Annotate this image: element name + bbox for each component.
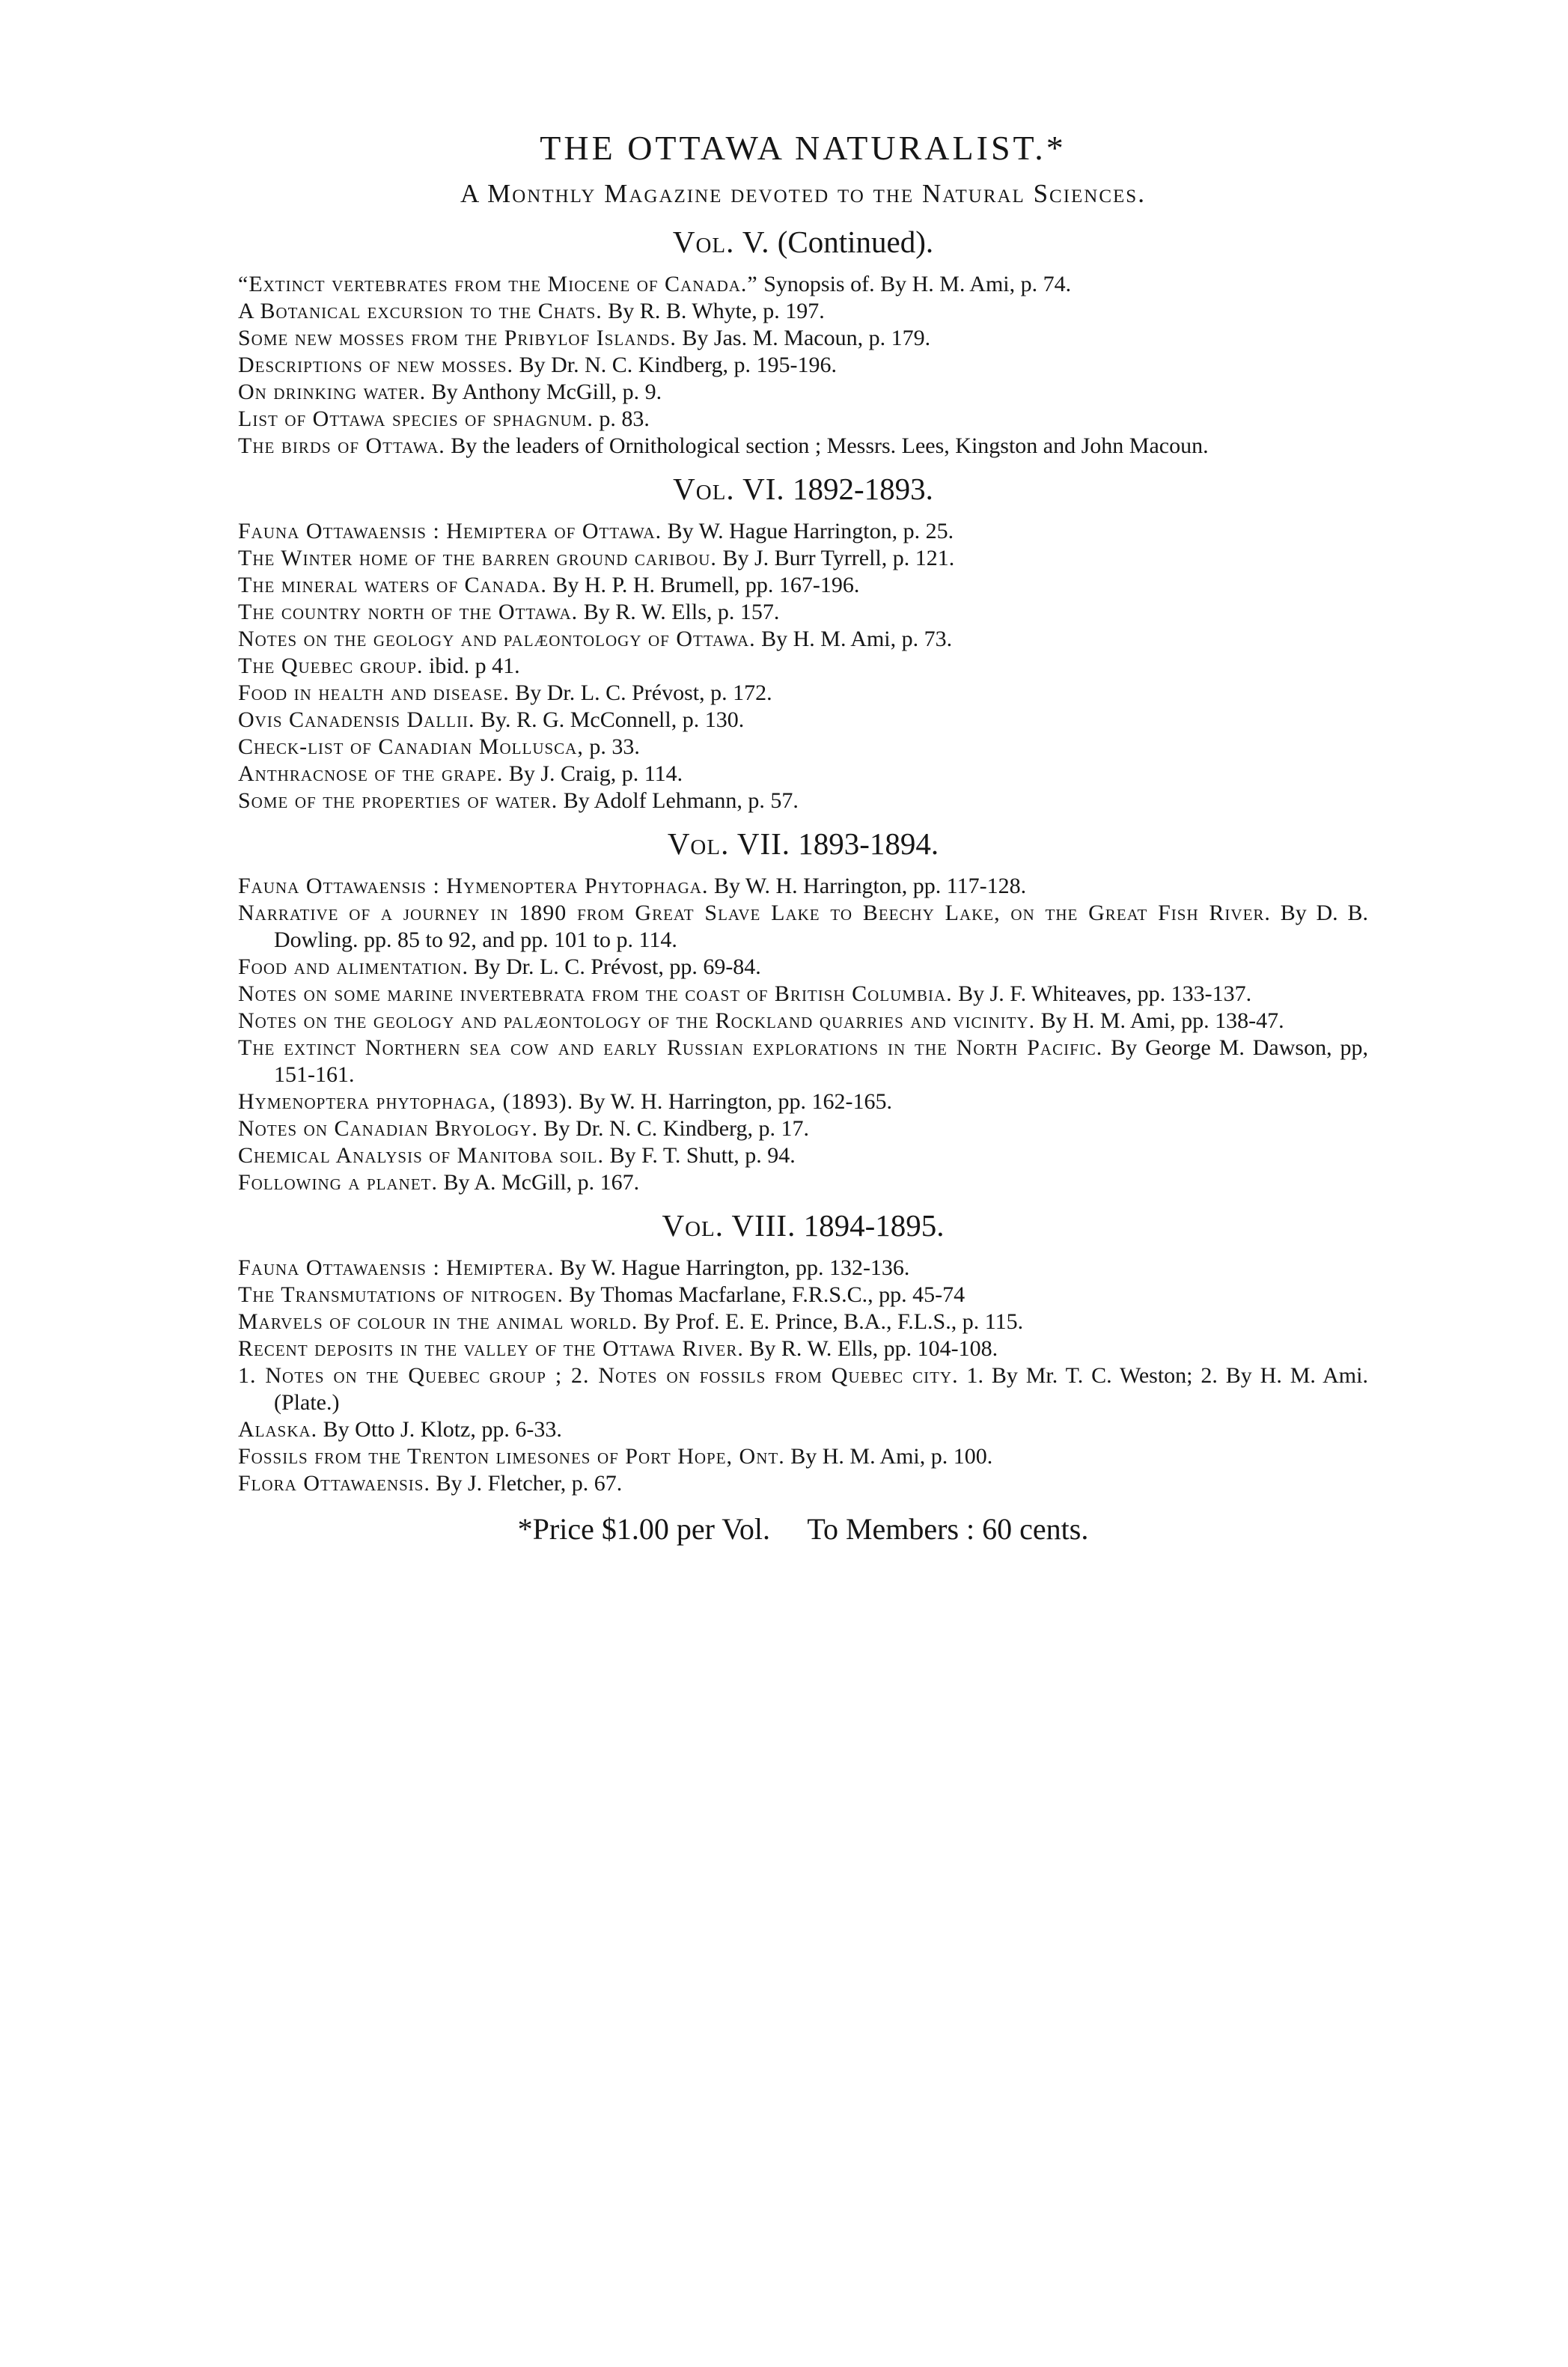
volume-years: 1893-1894. <box>798 826 939 861</box>
article-entry <box>238 1362 1368 1416</box>
volume-years: (Continued). <box>777 225 934 259</box>
article-author-pages: By Prof. E. E. Prince, B.A., F.L.S., p. 115. <box>638 1309 1024 1334</box>
article-author-pages: By J. F. Whiteaves, pp. 133-137. <box>952 981 1252 1006</box>
article-author-pages: By Dr. N. C. Kindberg, p. 17. <box>538 1116 809 1141</box>
volume-heading <box>238 825 1368 862</box>
article-author-pages: By H. M. Ami, p. 100. <box>784 1444 993 1469</box>
article-author-pages: By D. B. Dowling. pp. 85 to 92, and pp. 101 to p. 114. <box>274 901 1368 952</box>
article-entry <box>238 873 1368 900</box>
volume-label: Vol. VIII. <box>662 1208 796 1243</box>
article-author-pages: By F. T. Shutt, p. 94. <box>604 1143 796 1168</box>
article-entry <box>238 1115 1368 1142</box>
article-title: List of Ottawa species of sphagnum. <box>238 406 594 431</box>
article-entry <box>238 572 1368 599</box>
article-title: The extinct Northern sea cow and early Russian explorations in the North Pacific. <box>238 1035 1103 1060</box>
article-title: “Extinct vertebrates from the Miocene of Canada.” <box>238 272 758 296</box>
article-entry <box>238 406 1368 433</box>
masthead <box>238 127 1368 213</box>
article-entry <box>238 1282 1368 1309</box>
volume-label: Vol. V. <box>672 225 770 259</box>
article-title: Food and alimentation. <box>238 954 469 979</box>
volume-heading <box>238 223 1368 261</box>
article-author-pages: By R. W. Ells, pp. 104-108. <box>743 1336 998 1361</box>
article-entry <box>238 518 1368 545</box>
article-entry <box>238 599 1368 626</box>
volume-label: Vol. VII. <box>667 826 791 861</box>
article-author-pages: By J. Fletcher, p. 67. <box>430 1471 623 1496</box>
article-entry <box>238 734 1368 761</box>
article-entry <box>238 1142 1368 1169</box>
article-author-pages: By W. H. Harrington, pp. 117-128. <box>708 874 1027 898</box>
article-title: Notes on the geology and palæontology of the Rockland quarries and vicinity. <box>238 1008 1036 1033</box>
article-author-pages: By Anthony McGill, p. 9. <box>426 380 662 404</box>
volume-years: 1894-1895. <box>803 1208 945 1243</box>
article-entry <box>238 788 1368 814</box>
article-author-pages: p. 33. <box>583 734 640 759</box>
article-title: Anthracnose of the grape. <box>238 761 504 786</box>
article-entry <box>238 1443 1368 1470</box>
article-entry <box>238 271 1368 298</box>
article-entry <box>238 707 1368 734</box>
article-entry <box>238 379 1368 406</box>
article-title: Marvels of colour in the animal world. <box>238 1309 638 1334</box>
article-entry <box>238 981 1368 1008</box>
article-author-pages: By H. M. Ami, pp. 138-47. <box>1035 1008 1284 1033</box>
article-entry <box>238 1309 1368 1335</box>
article-author-pages: By H. P. H. Brumell, pp. 167-196. <box>546 573 860 597</box>
article-author-pages: By Otto J. Klotz, pp. 6-33. <box>317 1417 562 1442</box>
article-entry <box>238 680 1368 707</box>
article-title: Fossils from the Trenton limesones of Port Hope, Ont. <box>238 1444 785 1469</box>
article-entry <box>238 1008 1368 1035</box>
article-entry <box>238 1169 1368 1196</box>
article-entry <box>238 352 1368 379</box>
price-text: *Price $1.00 per Vol. <box>517 1512 771 1546</box>
article-title: Fauna Ottawaensis : Hemiptera of Ottawa. <box>238 519 662 543</box>
article-author-pages: By the leaders of Ornithological section ; Messrs. Lees, Kingston and John Macoun. <box>445 433 1209 458</box>
article-author-pages: By. R. G. McConnell, p. 130. <box>475 707 745 732</box>
page-title: THE OTTAWA NATURALIST.* <box>540 129 1067 167</box>
article-title: Notes on Canadian Bryology. <box>238 1116 539 1141</box>
article-title: The birds of Ottawa. <box>238 433 445 458</box>
article-title: A Botanical excursion to the Chats. <box>238 299 603 323</box>
article-entry <box>238 1335 1368 1362</box>
article-title: Chemical Analysis of Manitoba soil. <box>238 1143 605 1168</box>
article-author-pages: By W. H. Harrington, pp. 162-165. <box>573 1089 892 1114</box>
members-price-text: To Members : 60 cents. <box>807 1512 1089 1546</box>
article-title: Check-list of Canadian Mollusca, <box>238 734 584 759</box>
article-author-pages: By H. M. Ami, p. 73. <box>755 627 953 651</box>
article-title: Some of the properties of water. <box>238 788 558 813</box>
article-author-pages: By J. Craig, p. 114. <box>503 761 683 786</box>
article-title: The country north of the Ottawa. <box>238 600 579 624</box>
article-entry <box>238 900 1368 954</box>
price-footer <box>238 1511 1368 1548</box>
article-title: 1. Notes on the Quebec group ; 2. Notes on fossils from Quebec city. <box>238 1363 959 1388</box>
article-author-pages: By Thomas Macfarlane, F.R.S.C., pp. 45-74 <box>563 1282 965 1307</box>
article-title: The Transmutations of nitrogen. <box>238 1282 564 1307</box>
article-author-pages: By R. B. Whyte, p. 197. <box>602 299 825 323</box>
article-author-pages: By Adolf Lehmann, p. 57. <box>558 788 799 813</box>
article-author-pages: ibid. p 41. <box>423 654 520 678</box>
page-content <box>238 127 1368 1548</box>
volume-years: 1892-1893. <box>792 472 933 506</box>
volume-heading <box>238 1207 1368 1244</box>
article-entry <box>238 1255 1368 1282</box>
article-entry <box>238 1035 1368 1088</box>
article-entry <box>238 954 1368 981</box>
article-title: Fauna Ottawaensis : Hymenoptera Phytophaga. <box>238 874 709 898</box>
article-entry <box>238 545 1368 572</box>
article-title: Flora Ottawaensis. <box>238 1471 430 1496</box>
article-author-pages: By J. Burr Tyrrell, p. 121. <box>716 546 955 570</box>
article-entry <box>238 1088 1368 1115</box>
article-title: Ovis Canadensis Dallii. <box>238 707 475 732</box>
article-entry <box>238 1470 1368 1497</box>
article-author-pages: By A. McGill, p. 167. <box>437 1170 640 1195</box>
page-subtitle: A Monthly Magazine devoted to the Natural Sciences. <box>460 179 1146 208</box>
article-entry <box>238 626 1368 653</box>
article-title: Hymenoptera phytophaga, (1893). <box>238 1089 574 1114</box>
volume-list <box>238 223 1368 1497</box>
article-title: The Winter home of the barren ground caribou. <box>238 546 717 570</box>
article-entry <box>238 298 1368 325</box>
article-author-pages: 1. By Mr. T. C. Weston; 2. By H. M. Ami. (Plate.) <box>274 1363 1368 1415</box>
article-author-pages: By Dr. L. C. Prévost, p. 172. <box>509 680 772 705</box>
article-entry <box>238 433 1368 460</box>
article-author-pages: By Dr. N. C. Kindberg, p. 195-196. <box>513 353 838 377</box>
volume-label: Vol. VI. <box>673 472 785 506</box>
article-title: Recent deposits in the valley of the Ottawa River. <box>238 1336 744 1361</box>
article-title: Fauna Ottawaensis : Hemiptera. <box>238 1255 555 1280</box>
article-title: Notes on the geology and palæontology of Ottawa. <box>238 627 756 651</box>
article-title: The mineral waters of Canada. <box>238 573 547 597</box>
article-title: Descriptions of new mosses. <box>238 353 514 377</box>
article-entry <box>238 761 1368 788</box>
article-author-pages: By Dr. L. C. Prévost, pp. 69-84. <box>468 954 761 979</box>
article-title: Notes on some marine invertebrata from the coast of British Columbia. <box>238 981 953 1006</box>
article-author-pages: By George M. Dawson, pp, 151-161. <box>274 1035 1368 1087</box>
article-title: Following a planet. <box>238 1170 438 1195</box>
volume-heading <box>238 470 1368 508</box>
article-entry <box>238 325 1368 352</box>
article-author-pages: Synopsis of. By H. M. Ami, p. 74. <box>757 272 1072 296</box>
article-author-pages: By Jas. M. Macoun, p. 179. <box>676 326 931 350</box>
article-author-pages: p. 83. <box>593 406 650 431</box>
article-entry <box>238 653 1368 680</box>
article-author-pages: By W. Hague Harrington, pp. 132-136. <box>554 1255 910 1280</box>
article-author-pages: By W. Hague Harrington, p. 25. <box>662 519 954 543</box>
article-title: On drinking water. <box>238 380 427 404</box>
article-title: Alaska. <box>238 1417 318 1442</box>
article-title: Narrative of a journey in 1890 from Great Slave Lake to Beechy Lake, on the Great Fish River. <box>238 901 1271 925</box>
article-title: Some new mosses from the Pribylof Islands. <box>238 326 677 350</box>
article-title: Food in health and disease. <box>238 680 510 705</box>
article-entry <box>238 1416 1368 1443</box>
article-author-pages: By R. W. Ells, p. 157. <box>578 600 780 624</box>
article-title: The Quebec group. <box>238 654 424 678</box>
